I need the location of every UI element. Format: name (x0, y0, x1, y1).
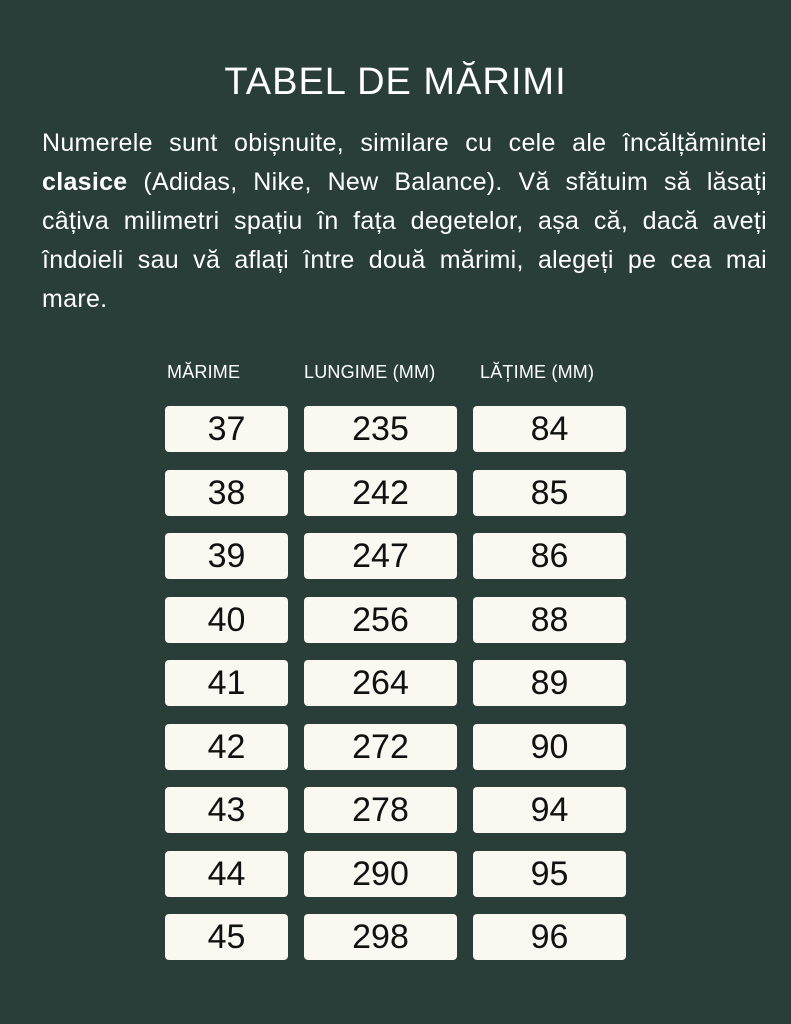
page-title: TABEL DE MĂRIMI (224, 61, 567, 103)
size-cell: 42 (165, 724, 288, 770)
length-cell: 278 (304, 787, 457, 833)
width-cell: 84 (473, 406, 626, 452)
length-cell: 247 (304, 533, 457, 579)
length-cell: 264 (304, 660, 457, 706)
width-cell: 89 (473, 660, 626, 706)
size-cell: 43 (165, 787, 288, 833)
size-cell: 39 (165, 533, 288, 579)
length-cell: 235 (304, 406, 457, 452)
intro-text-start: Numerele sunt obișnuite, similare cu cele ale încălțămintei (42, 129, 767, 157)
column-header-width: LĂȚIME (MM) (480, 362, 595, 382)
intro-paragraph (42, 124, 767, 319)
width-cell: 90 (473, 724, 626, 770)
column-header-size: MĂRIME (167, 362, 241, 382)
size-cell: 38 (165, 470, 288, 516)
length-cell: 256 (304, 597, 457, 643)
width-cell: 96 (473, 914, 626, 960)
width-cell: 94 (473, 787, 626, 833)
length-cell: 298 (304, 914, 457, 960)
intro-text-bold: clasice (42, 168, 128, 196)
size-cell: 45 (165, 914, 288, 960)
width-cell: 86 (473, 533, 626, 579)
size-cell: 44 (165, 851, 288, 897)
width-cell: 88 (473, 597, 626, 643)
width-cell: 85 (473, 470, 626, 516)
length-cell: 272 (304, 724, 457, 770)
length-cell: 290 (304, 851, 457, 897)
width-cell: 95 (473, 851, 626, 897)
size-cell: 41 (165, 660, 288, 706)
column-header-length: LUNGIME (MM) (304, 362, 436, 382)
size-cell: 40 (165, 597, 288, 643)
intro-text-end: (Adidas, Nike, New Balance). Vă sfătuim să lăsați câțiva milimetri spațiu în fața degetelor, așa că, dacă aveți îndoieli sau vă aflați între două mărimi, alegeți pe cea mai mare. (42, 168, 767, 313)
size-cell: 37 (165, 406, 288, 452)
length-cell: 242 (304, 470, 457, 516)
